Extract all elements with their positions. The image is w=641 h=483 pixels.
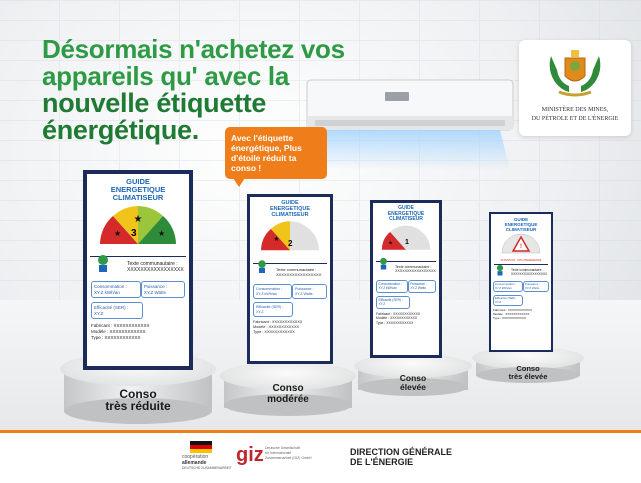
german-flag-icon <box>190 441 212 453</box>
label-1-consumption-value: XY,Z kWh/an <box>94 289 120 295</box>
dg-line2: DE L'ÉNERGIE <box>350 457 414 467</box>
pedestal-2-line2: modérée <box>267 394 309 405</box>
ministry-name-line2: DU PÉTROLE ET DE L'ÉNERGIE <box>531 116 619 122</box>
label-4-warning-text: ATTENTION : AVIS PREFERENCE <box>500 259 542 262</box>
label-1-title1: GUIDE <box>126 177 150 186</box>
label-1-commercial-label: Texte communautaire : <box>127 261 178 267</box>
label-4-maker-value: XXXXXXXXXXXX <box>508 308 533 313</box>
label-3-title2: ENERGETIQUE <box>387 210 425 217</box>
label-1-maker-value: XXXXXXXXXXXX <box>113 323 150 328</box>
label-1-model-label: Modèle : <box>91 329 109 334</box>
pedestal-1-line1: Conso <box>119 387 157 401</box>
mascot-icon <box>256 259 268 275</box>
star-gauge-icon <box>96 202 180 246</box>
label-3-maker-label: Fabricant : <box>376 311 393 316</box>
giz-text-line3: Zusammenarbeit (GIZ) GmbH <box>265 456 312 460</box>
label-2-star-count: 2 <box>288 239 293 248</box>
label-2-title1: GUIDE <box>281 200 299 206</box>
mascot-icon <box>378 257 389 271</box>
label-2-model-label: Modèle : <box>253 325 268 330</box>
label-4-power-box <box>523 281 549 292</box>
label-3-power-box <box>408 280 436 293</box>
label-1-power-box <box>141 281 185 298</box>
pedestal-3-line1: Conso <box>399 373 427 383</box>
label-3-consumption-label: Consommation : <box>378 282 402 287</box>
label-4-type-value: XXXXXXXXXXXX <box>502 316 527 321</box>
svg-text:★: ★ <box>388 240 394 247</box>
air-conditioner-icon <box>305 76 515 136</box>
label-2-power-box <box>292 284 327 299</box>
label-3-model-label: Modèle : <box>376 316 390 321</box>
label-3-consumption-box <box>376 280 408 293</box>
label-2-commercial-label: Texte communautaire : <box>276 267 317 272</box>
label-4-commercial-value: XXXXXXXXXXXXXXXXX <box>511 272 548 276</box>
label-4-warning-mark: ! <box>520 244 522 250</box>
label-1-title3: CLIMATISEUR <box>112 193 164 202</box>
label-2-commercial-value: XXXXXXXXXXXXXXXXX <box>276 272 322 277</box>
star-gauge-icon <box>379 223 433 251</box>
label-3-power-label: Puissance : <box>410 282 427 287</box>
label-2-efficiency-box <box>253 302 293 317</box>
label-3-commercial-value: XXXXXXXXXXXXXXXXX <box>395 269 436 274</box>
label-2-maker-label: Fabricant : <box>253 320 271 325</box>
label-3-consumption-value: XY,Z kWh/an <box>378 286 397 291</box>
label-4-title2: ENERGETIQUE <box>504 222 538 227</box>
label-2-consumption-value: XY,Z kWh/an <box>256 291 277 296</box>
label-4-consumption-value: XY,Z kWh/an <box>495 285 512 290</box>
pedestal-4-line2: très élevée <box>508 372 548 381</box>
label-1-efficiency-label: Efficacité (SER) : <box>94 305 129 310</box>
label-2-type-value: XXXXXXXXXXXX <box>264 330 295 335</box>
energy-label-1 <box>83 170 193 370</box>
pedestal-4-line1: Conso <box>516 364 540 373</box>
label-3-model-value: XXXXXXXXXXXX <box>389 316 418 321</box>
label-4-maker-label: Fabricant : <box>493 308 508 313</box>
giz-logo: giz <box>236 444 264 466</box>
giz-text <box>265 446 335 461</box>
label-1-star-count: 3 <box>131 228 137 239</box>
svg-text:★: ★ <box>273 236 280 244</box>
headline-line3: nouvelle étiquette <box>42 88 267 118</box>
label-4-power-label: Puissance : <box>525 282 540 286</box>
label-4-efficiency-label: Efficacité (SER) : <box>495 296 517 301</box>
label-4-model-label: Modèle : <box>493 312 505 317</box>
pedestal-3-line2: élevée <box>400 382 426 392</box>
label-1-consumption-box <box>91 281 141 298</box>
svg-text:★: ★ <box>158 229 166 238</box>
label-2-power-value: XY,Z Watts <box>294 291 313 296</box>
pedestal-1-line2: très réduite <box>105 399 171 413</box>
label-1-efficiency-value: XY,Z <box>94 310 104 316</box>
ministry-logo <box>519 40 631 136</box>
energy-label-2 <box>247 194 333 364</box>
label-3-efficiency-box <box>376 296 410 309</box>
mascot-icon <box>495 264 505 277</box>
label-1-model-value: XXXXXXXXXXXX <box>109 329 146 334</box>
label-2-type-label: Type : <box>253 330 264 335</box>
star-gauge-icon <box>499 232 543 254</box>
label-2-efficiency-value: XY,Z <box>256 309 264 314</box>
label-2-maker-value: XXXXXXXXXXXX <box>272 320 303 325</box>
label-4-consumption-box <box>493 281 523 292</box>
svg-text:★: ★ <box>133 214 143 225</box>
label-1-type-value: XXXXXXXXXXXX <box>104 335 141 340</box>
coop-line2: allemande <box>182 459 207 466</box>
label-1-type-label: Type : <box>91 335 104 340</box>
label-3-title3: CLIMATISEUR <box>389 216 423 222</box>
label-2-model-value: XXXXXXXXXXXX <box>268 325 300 330</box>
label-4-efficiency-box <box>493 295 523 306</box>
cool-air-icon <box>310 130 510 170</box>
mascot-icon <box>95 254 111 274</box>
dg-line1: DIRECTION GÉNÉRALE <box>350 447 453 457</box>
label-1-maker-label: Fabricant : <box>91 323 113 328</box>
label-4-consumption-label: Consommation : <box>495 282 517 286</box>
label-2-consumption-label: Consommation : <box>256 287 283 291</box>
german-cooperation <box>182 455 232 472</box>
label-2-power-label: Puissance : <box>294 287 314 291</box>
giz-text-line2: für Internationale <box>265 451 292 455</box>
direction-generale-energie <box>350 447 452 467</box>
headline-line2: appareils qu' avec la <box>42 61 290 91</box>
headline-line4: énergétique. <box>42 115 199 145</box>
label-4-power-value: XY,Z Watts <box>525 285 540 290</box>
label-3-maker-value: XXXXXXXXXXXX <box>392 311 421 316</box>
label-1-consumption-label: Consommation : <box>94 284 127 289</box>
label-1-commercial-value: XXXXXXXXXXXXXXXXX <box>127 267 184 273</box>
label-1-power-value: XY,Z Watts <box>143 289 166 295</box>
label-4-efficiency-value: XY,Z <box>495 299 502 304</box>
energy-label-3 <box>370 200 442 358</box>
energy-label-4 <box>489 212 553 352</box>
ministry-name-line1: MINISTÈRE DES MINES, <box>541 107 609 113</box>
label-1-efficiency-box <box>91 302 143 319</box>
headline-line1: Désormais n'achetez vos <box>42 34 345 64</box>
label-3-type-value: XXXXXXXXXXXX <box>386 320 414 325</box>
pedestal-2-line1: Conso <box>272 383 304 394</box>
label-3-efficiency-value: XY,Z <box>378 302 386 307</box>
coat-of-arms-icon <box>545 48 605 100</box>
label-2-title2: ENERGETIQUE <box>269 206 311 212</box>
label-3-title1: GUIDE <box>398 205 414 211</box>
label-4-title1: GUIDE <box>513 217 529 222</box>
label-4-type-label: Type : <box>493 316 502 321</box>
label-4-title3: CLIMATISEUR <box>505 227 537 232</box>
label-2-efficiency-label: Efficacité (SER) : <box>256 305 284 310</box>
label-2-title3: CLIMATISEUR <box>271 212 309 218</box>
label-2-consumption-box <box>253 284 292 299</box>
label-3-commercial-label: Texte communautaire : <box>395 264 432 269</box>
label-1-power-label: Puissance : <box>143 284 168 289</box>
label-4-model-value: XXXXXXXXXXXX <box>505 312 530 317</box>
coop-line1: coopération <box>182 454 209 460</box>
svg-text:★: ★ <box>114 229 122 238</box>
tip-bubble: Avec l'étiquette énergétique, Plus d'étoile réduit ta conso ! <box>225 127 327 179</box>
coop-line3: DEUTSCHE ZUSAMMENARBEIT <box>182 466 232 470</box>
label-4-commercial-label: Texte communautaire : <box>511 268 544 272</box>
label-3-power-value: XY,Z Watts <box>410 286 426 291</box>
label-1-title2: ENERGETIQUE <box>110 185 166 194</box>
label-3-efficiency-label: Efficacité (SER) : <box>378 298 403 303</box>
giz-text-line1: Deutsche Gesellschaft <box>265 446 301 450</box>
label-3-type-label: Type : <box>376 320 386 325</box>
label-3-star-count: 1 <box>405 239 409 246</box>
